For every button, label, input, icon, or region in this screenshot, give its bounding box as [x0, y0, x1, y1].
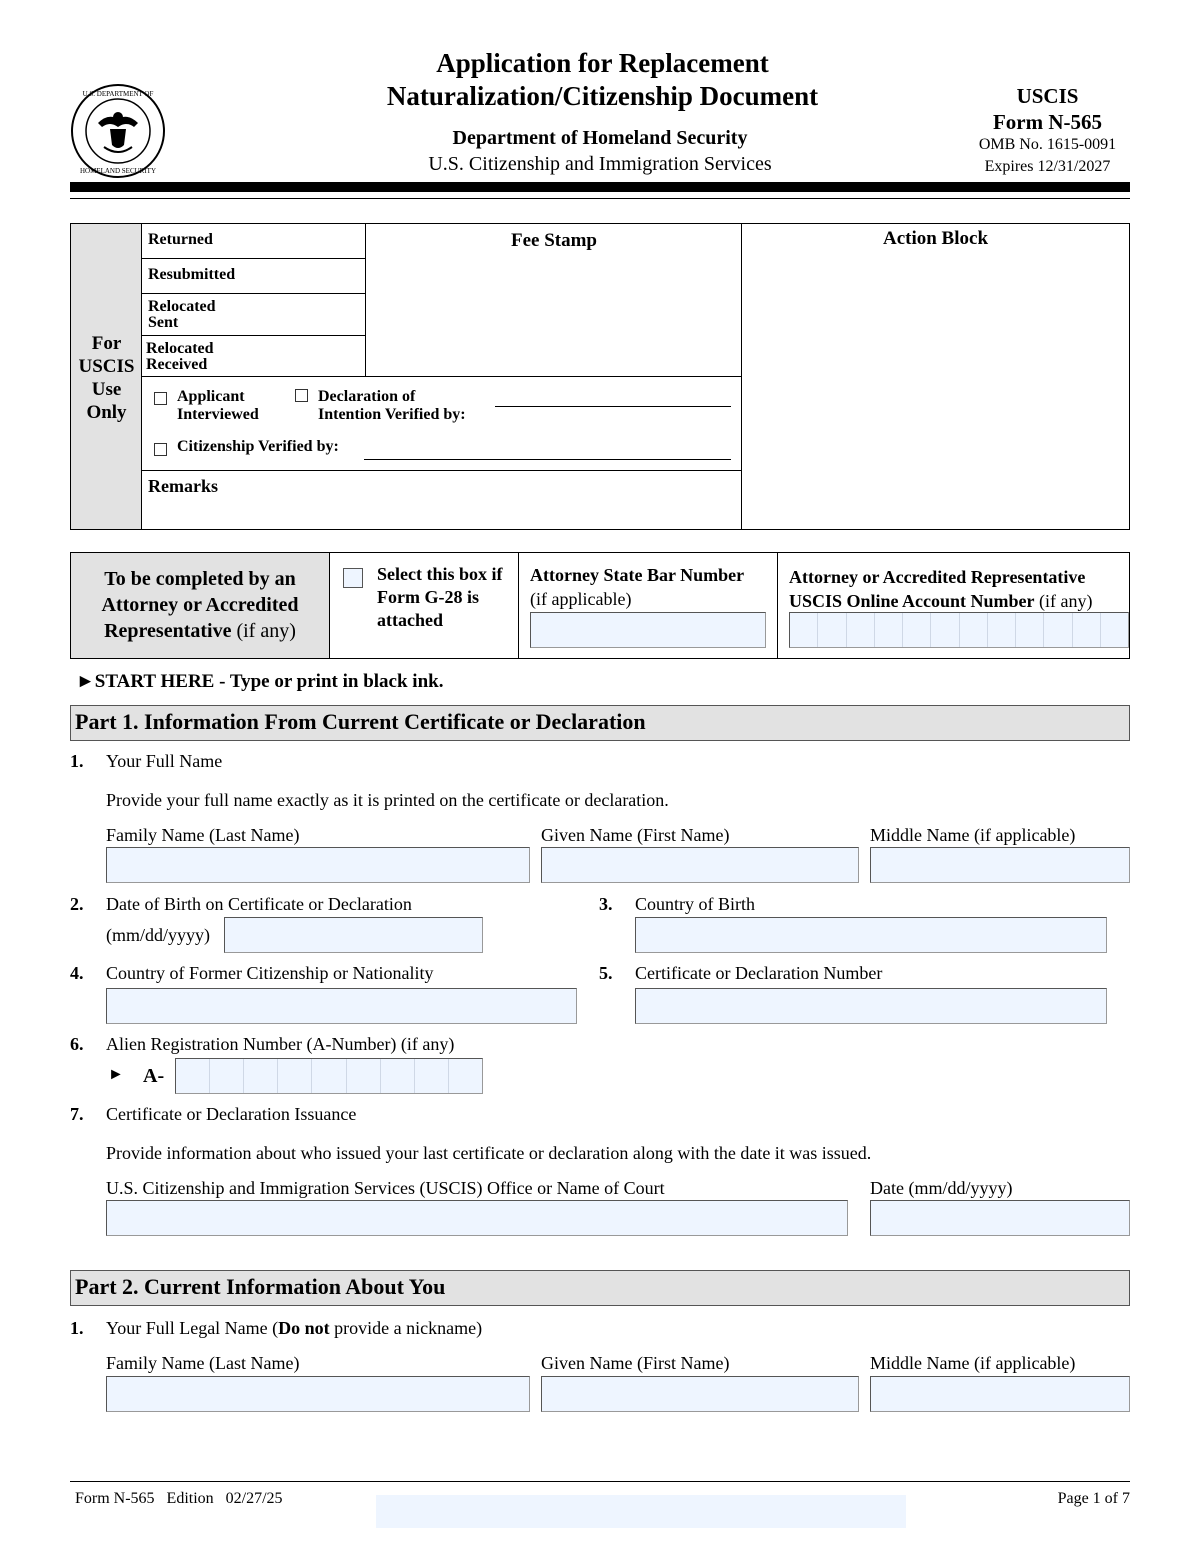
attorney-divider-2: [777, 553, 778, 658]
p1-middle-name-label: Middle Name (if applicable): [870, 825, 1076, 845]
uscis-label: USCIS: [1016, 84, 1079, 108]
p1-q6-prefix: A-: [143, 1065, 165, 1087]
online-account-number-input[interactable]: [789, 612, 1129, 648]
footer-rule: [70, 1481, 1130, 1482]
bar-number-input[interactable]: [530, 612, 766, 648]
p1-q7-label: Certificate or Declaration Issuance: [106, 1104, 357, 1124]
p1-q6-number: 6.: [70, 1034, 84, 1054]
p1-family-name-input[interactable]: [106, 847, 530, 883]
attorney-block: [70, 552, 1130, 659]
form-title-line2: Naturalization/Citizenship Document: [386, 81, 819, 111]
p1-office-label: U.S. Citizenship and Immigration Services (USCIS) Office or Name of Court: [106, 1178, 665, 1198]
action-block-divider: [741, 224, 742, 529]
p1-certificate-number-input[interactable]: [635, 988, 1107, 1024]
resubmitted-row: Resubmitted: [142, 259, 366, 294]
p1-q5-number: 5.: [599, 963, 613, 983]
p2-middle-name-input[interactable]: [870, 1376, 1130, 1412]
applicant-interviewed-label: Applicant Interviewed: [177, 388, 259, 423]
p1-q4-number: 4.: [70, 963, 84, 983]
fee-stamp-divider: [142, 376, 742, 377]
p1-given-name-label: Given Name (First Name): [541, 825, 730, 845]
g28-attached-label: Select this box if Form G-28 is attached: [377, 564, 503, 630]
p1-q2-label: Date of Birth on Certificate or Declaration: [106, 894, 412, 914]
part1-heading: Part 1. Information From Current Certificate or Declaration: [70, 705, 1130, 741]
declaration-verified-label: Declaration of Intention Verified by:: [318, 388, 466, 423]
p1-q7-instruction: Provide information about who issued your last certificate or declaration along with the date it was issued.: [106, 1143, 872, 1163]
citizenship-verified-checkbox[interactable]: [154, 443, 167, 456]
form-title-line1: Application for Replacement: [436, 48, 769, 78]
action-block-label: Action Block: [882, 228, 989, 249]
dhs-seal: [70, 83, 166, 179]
g28-attached-checkbox[interactable]: [343, 568, 363, 588]
svg-text:HOMELAND SECURITY: HOMELAND SECURITY: [79, 167, 157, 175]
p1-q6-label: Alien Registration Number (A-Number) (if any): [106, 1034, 455, 1054]
bar-number-label: Attorney State Bar Number (if applicable): [530, 565, 745, 609]
p2-family-name-input[interactable]: [106, 1376, 530, 1412]
uscis-use-block: [70, 223, 1130, 530]
dhs-seal-icon: [70, 83, 166, 179]
applicant-interviewed-checkbox[interactable]: [154, 392, 167, 405]
p2-middle-name-label: Middle Name (if applicable): [870, 1353, 1076, 1373]
p1-a-number-input[interactable]: [175, 1058, 483, 1094]
footer-barcode-area: [376, 1495, 906, 1528]
p1-q3-number: 3.: [599, 894, 613, 914]
p1-q1-label: Your Full Name: [106, 751, 223, 771]
header-thin-rule: [70, 198, 1130, 199]
form-number: Form N-565: [992, 110, 1103, 134]
p1-q5-label: Certificate or Declaration Number: [635, 963, 883, 983]
p1-family-name-label: Family Name (Last Name): [106, 825, 300, 845]
online-account-label: Attorney or Accredited Representative USCIS Online Account Number (if any): [789, 567, 1093, 611]
remarks-divider: [142, 470, 742, 471]
p1-date-of-birth-input[interactable]: [224, 917, 483, 953]
header-thick-rule: [70, 182, 1130, 192]
p1-former-citizenship-input[interactable]: [106, 988, 577, 1024]
footer-form-edition: Form N-565 Edition 02/27/25: [75, 1490, 283, 1507]
p2-given-name-input[interactable]: [541, 1376, 859, 1412]
uscis-side-panel: [71, 224, 142, 529]
remarks-label: Remarks: [148, 476, 218, 496]
p2-q1-label: Your Full Legal Name (Do not provide a nickname): [106, 1318, 483, 1338]
attorney-completed-by: To be completed by an Attorney or Accredited Representative (if any): [71, 553, 330, 658]
svg-text:U.S. DEPARTMENT OF: U.S. DEPARTMENT OF: [82, 90, 154, 98]
p1-issuance-date-input[interactable]: [870, 1200, 1130, 1236]
fee-stamp-label: Fee Stamp: [510, 230, 597, 251]
p2-q1-number: 1.: [70, 1318, 84, 1338]
p1-office-input[interactable]: [106, 1200, 848, 1236]
p1-issuance-date-label: Date (mm/dd/yyyy): [870, 1178, 1013, 1198]
declaration-verified-checkbox[interactable]: [295, 389, 308, 402]
start-here-instruction: ►START HERE - Type or print in black ink.: [76, 671, 444, 692]
citizenship-verified-label: Citizenship Verified by:: [177, 438, 339, 455]
relocated-sent-row: Relocated Sent: [142, 294, 366, 336]
p1-q2-format: (mm/dd/yyyy): [106, 925, 210, 945]
agency-name: U.S. Citizenship and Immigration Services: [428, 153, 772, 175]
p1-q1-number: 1.: [70, 751, 84, 771]
part2-heading: Part 2. Current Information About You: [70, 1270, 1130, 1306]
p1-q4-label: Country of Former Citizenship or Nationality: [106, 963, 434, 983]
p1-q2-number: 2.: [70, 894, 84, 914]
p1-middle-name-input[interactable]: [870, 847, 1130, 883]
p1-q7-number: 7.: [70, 1104, 84, 1124]
expiration-date: Expires 12/31/2027: [984, 158, 1111, 175]
p1-q6-arrow-icon: ►: [108, 1066, 124, 1083]
declaration-verified-line[interactable]: [495, 406, 731, 407]
department-name: Department of Homeland Security: [452, 127, 748, 149]
p1-q1-instruction: Provide your full name exactly as it is printed on the certificate or declaration.: [106, 790, 669, 810]
citizenship-verified-line[interactable]: [364, 459, 731, 460]
relocated-received-row: Relocated Received: [146, 340, 214, 373]
p2-given-name-label: Given Name (First Name): [541, 1353, 730, 1373]
p1-country-of-birth-input[interactable]: [635, 917, 1107, 953]
p2-family-name-label: Family Name (Last Name): [106, 1353, 300, 1373]
omb-number: OMB No. 1615-0091: [978, 136, 1117, 153]
returned-row: Returned: [142, 224, 366, 259]
attorney-divider-1: [518, 553, 519, 658]
for-uscis-use-only: For USCIS Use Only: [78, 333, 135, 423]
footer-page-number: Page 1 of 7: [1057, 1490, 1130, 1507]
p1-given-name-input[interactable]: [541, 847, 859, 883]
p1-q3-label: Country of Birth: [635, 894, 755, 914]
